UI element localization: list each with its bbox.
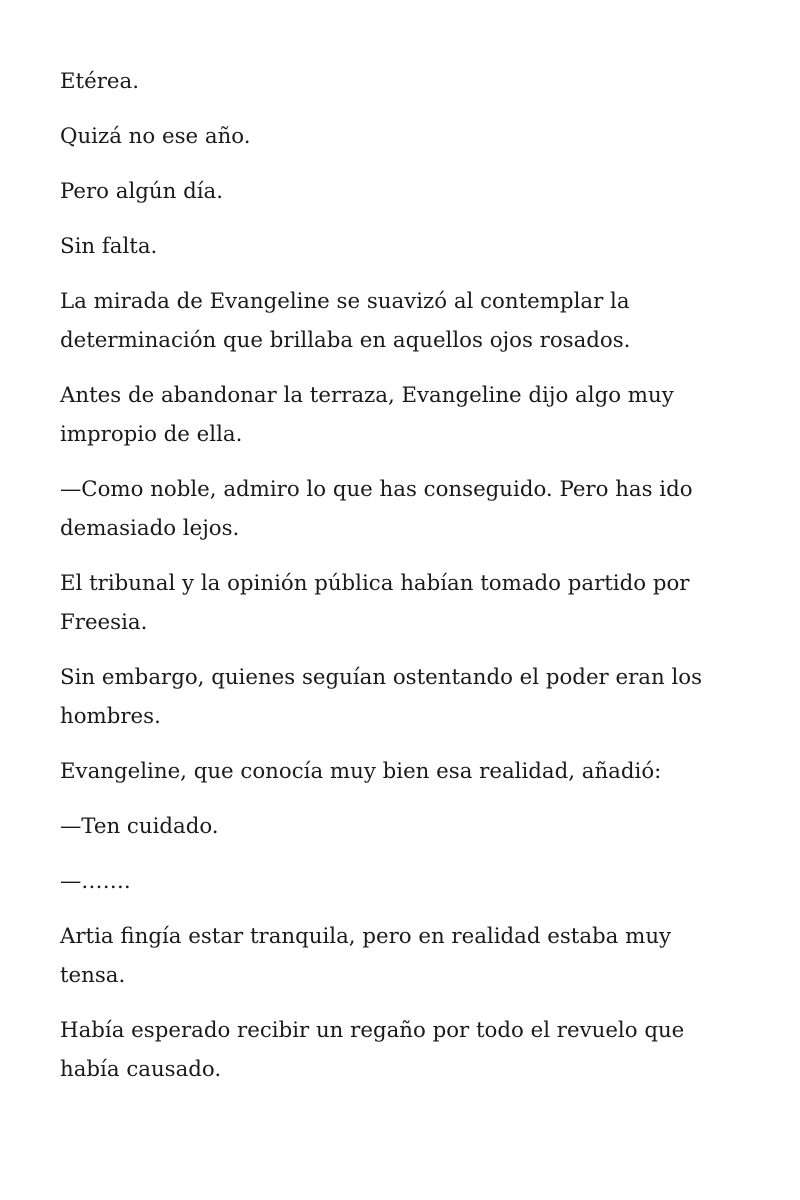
paragraph: Quizá no ese año.	[60, 124, 251, 149]
paragraph: Sin falta.	[60, 234, 158, 259]
paragraph: Antes de abandonar la terraza, Evangeline dijo algo muy impropio de ella.	[60, 383, 674, 447]
dialogue-paragraph: —Ten cuidado.	[60, 814, 219, 839]
reading-page	[60, 62, 740, 1105]
paragraph: Etérea.	[60, 69, 139, 94]
paragraph: Pero algún día.	[60, 179, 224, 204]
paragraph: Evangeline, que conocía muy bien esa realidad, añadió:	[60, 759, 662, 784]
paragraph: La mirada de Evangeline se suavizó al contemplar la determinación que brillaba en aquellos ojos rosados.	[60, 289, 631, 353]
dialogue-paragraph: —Como noble, admiro lo que has conseguido. Pero has ido demasiado lejos.	[60, 477, 693, 541]
paragraph: Había esperado recibir un regaño por todo el revuelo que había causado.	[60, 1018, 685, 1082]
dialogue-paragraph: —…….	[60, 869, 131, 894]
paragraph: Artia fingía estar tranquila, pero en realidad estaba muy tensa.	[60, 924, 672, 988]
paragraph: El tribunal y la opinión pública habían tomado partido por Freesia.	[60, 571, 690, 635]
paragraph: Sin embargo, quienes seguían ostentando el poder eran los hombres.	[60, 665, 703, 729]
